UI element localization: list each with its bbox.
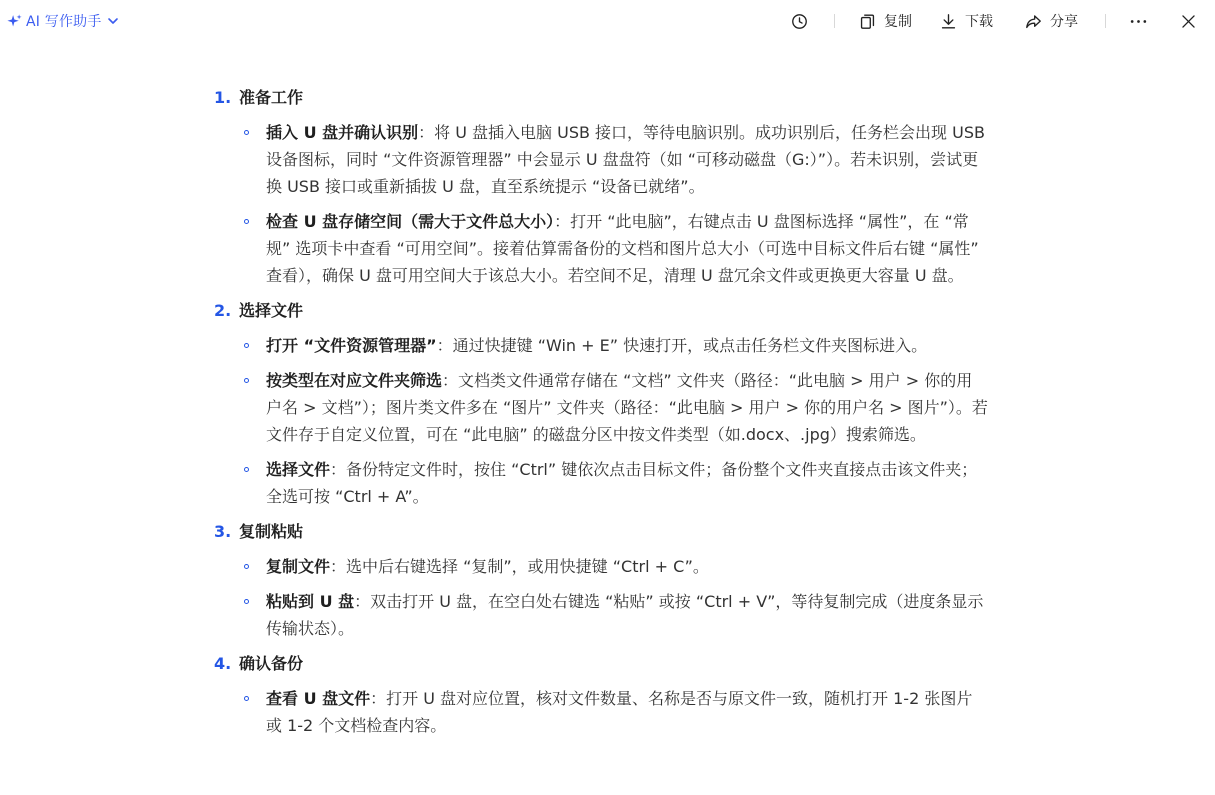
- item-body: ：将 U 盘插入电脑 USB 接口，等待电脑识别。成功识别后，任务栏会出现 USB 设备图标，同时 “文件资源管理器” 中会显示 U 盘盘符（如 “可移动磁盘（G:）”）。若未识别，尝试更换 USB 接口或重新插拔 U 盘，直至系统提示 “设备已就绪”。: [266, 123, 985, 196]
- share-icon: [1024, 12, 1043, 31]
- section-heading: [214, 297, 994, 324]
- section-4: [214, 650, 994, 739]
- bullet-circle-icon: [244, 219, 249, 224]
- bullet-circle-icon: [244, 467, 249, 472]
- item-body: ：文档类文件通常存储在 “文档” 文件夹（路径：“此电脑 > 用户 > 你的用户名 > 文档”）；图片类文件多在 “图片” 文件夹（路径：“此电脑 > 用户 > 你的用户名 > 图片”）。若文件存于自定义位置，可在 “此电脑” 的磁盘分区中按文件类型（如.docx、.jpg）搜索筛选。: [266, 371, 988, 444]
- share-button[interactable]: [1024, 10, 1078, 32]
- bullet-circle-icon: [244, 599, 249, 604]
- close-icon: [1179, 12, 1198, 31]
- list-item: [214, 456, 988, 510]
- section-heading: [214, 518, 994, 545]
- document-content: [214, 84, 994, 747]
- item-title: 选择文件: [266, 460, 331, 479]
- close-button[interactable]: [1179, 10, 1198, 32]
- item-body: ：通过快捷键 “Win + E” 快速打开，或点击任务栏文件夹图标进入。: [436, 336, 928, 355]
- bullet-circle-icon: [244, 130, 249, 135]
- list-item: [214, 332, 988, 359]
- section-number: 3.: [214, 522, 232, 541]
- item-title: 插入 U 盘并确认识别: [266, 123, 419, 142]
- clock-icon: [790, 12, 809, 31]
- list-item: [214, 367, 988, 448]
- item-title: 按类型在对应文件夹筛选: [266, 371, 443, 390]
- bullet-list: [214, 553, 994, 642]
- list-item: [214, 553, 988, 580]
- copy-icon: [858, 12, 877, 31]
- share-label: 分享: [1050, 14, 1078, 30]
- section-number: 2.: [214, 301, 232, 320]
- history-button[interactable]: [790, 10, 809, 32]
- bullet-list: [214, 332, 994, 510]
- bullet-list: [214, 119, 994, 289]
- section-title: 选择文件: [239, 301, 304, 320]
- section-2: [214, 297, 994, 510]
- toolbar-divider: [834, 14, 835, 28]
- item-body: ：打开 U 盘对应位置，核对文件数量、名称是否与原文件一致，随机打开 1-2 张图片或 1-2 个文档检查内容。: [266, 689, 973, 735]
- bullet-circle-icon: [244, 696, 249, 701]
- copy-label: 复制: [884, 14, 912, 30]
- top-bar: [0, 0, 1215, 42]
- copy-button[interactable]: [858, 10, 912, 32]
- more-button[interactable]: [1129, 10, 1148, 32]
- download-icon: [939, 12, 958, 31]
- item-body: ：选中后右键选择 “复制”，或用快捷键 “Ctrl + C”。: [330, 557, 709, 576]
- toolbar: [0, 0, 1215, 42]
- item-title: 复制文件: [266, 557, 331, 576]
- more-icon: [1129, 12, 1148, 31]
- item-title: 打开 “文件资源管理器”: [266, 336, 437, 355]
- download-label: 下载: [965, 14, 993, 30]
- section-number: 1.: [214, 88, 232, 107]
- section-heading: [214, 84, 994, 111]
- section-3: [214, 518, 994, 642]
- list-item: [214, 208, 988, 289]
- list-item: [214, 685, 988, 739]
- item-body: ：备份特定文件时，按住 “Ctrl” 键依次点击目标文件；备份整个文件夹直接点击该文件夹；全选可按 “Ctrl + A”。: [266, 460, 978, 506]
- list-item: [214, 588, 988, 642]
- section-title: 准备工作: [239, 88, 304, 107]
- item-title: 查看 U 盘文件: [266, 689, 371, 708]
- bullet-circle-icon: [244, 343, 249, 348]
- item-title: 粘贴到 U 盘: [266, 592, 355, 611]
- section-title: 确认备份: [239, 654, 304, 673]
- list-item: [214, 119, 988, 200]
- section-1: [214, 84, 994, 289]
- bullet-circle-icon: [244, 564, 249, 569]
- section-number: 4.: [214, 654, 232, 673]
- bullet-list: [214, 685, 994, 739]
- item-body: ：打开 “此电脑”，右键点击 U 盘图标选择 “属性”，在 “常规” 选项卡中查看 “可用空间”。接着估算需备份的文档和图片总大小（可选中目标文件后右键 “属性” 查看），确保 U 盘可用空间大于该总大小。若空间不足，清理 U 盘冗余文件或更换更大容量 U 盘。: [266, 212, 979, 285]
- ai-assistant-label: AI 写作助手: [26, 14, 102, 30]
- item-title: 检查 U 盘存储空间（需大于文件总大小）: [266, 212, 555, 231]
- section-title: 复制粘贴: [239, 522, 304, 541]
- section-heading: [214, 650, 994, 677]
- toolbar-divider: [1105, 14, 1106, 28]
- download-button[interactable]: [939, 10, 993, 32]
- bullet-circle-icon: [244, 378, 249, 383]
- item-body: ：双击打开 U 盘，在空白处右键选 “粘贴” 或按 “Ctrl + V”，等待复制完成（进度条显示传输状态）。: [266, 592, 984, 638]
